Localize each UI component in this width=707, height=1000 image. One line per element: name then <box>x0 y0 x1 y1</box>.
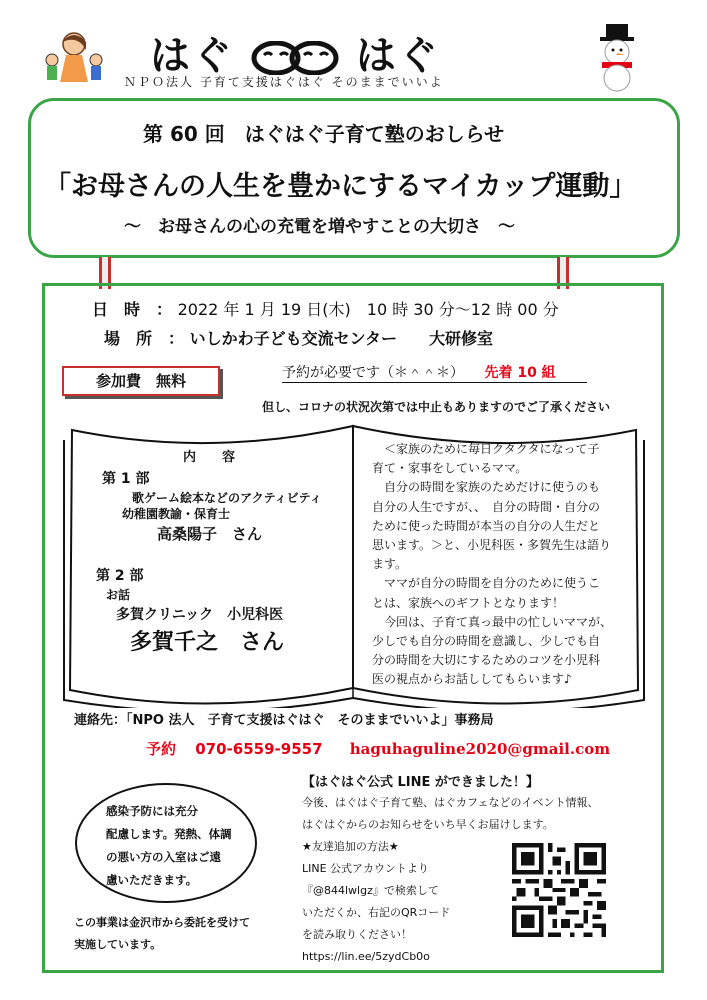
email-address[interactable]: haguhaguline2020@gmail.com <box>349 740 611 758</box>
infection-line: 感染予防には充分 <box>106 804 198 818</box>
infection-notice <box>106 800 232 892</box>
place-value: いしかわ子ども交流センター 大研修室 <box>189 329 493 348</box>
description-line: 育て・家事をしているママ。 <box>372 461 528 476</box>
part2-description: お話 <box>106 588 131 602</box>
reservation-text: 予約が必要です（＊＾＾＊） <box>282 365 464 381</box>
description-line: 自分の人生ですが、、 自分の時間・自分の <box>372 499 601 514</box>
snowman-illustration <box>592 22 642 92</box>
hug-faces-icon <box>250 41 340 75</box>
part2-role: 多賀クリニック 小児科医 <box>116 607 284 623</box>
line-info-line: 『@844lwlgz』で検索して <box>302 884 439 897</box>
description-line: ために使った時間が本当の自分の人生だと <box>372 518 601 533</box>
contact-info: 連絡先：「NPO 法人 子育て支援はぐはぐ そのままでいいよ」事務局 <box>74 713 494 728</box>
commission-note <box>74 912 250 956</box>
reservation-limit: 先着 10 組 <box>484 365 556 381</box>
description-line: 少しでも自分の時間を意識し、少しでも自 <box>372 634 601 649</box>
commission-line: この事業は金沢市から委託を受けて <box>74 916 250 929</box>
line-info-line: LINE 公式アカウントより <box>302 862 429 875</box>
fee-badge: 参加費 無料 <box>62 366 220 396</box>
datetime-label: 日 時 ： <box>92 300 173 319</box>
qr-code-icon[interactable] <box>512 843 606 937</box>
line-info-line: を読み取りください！ <box>302 928 412 941</box>
event-description <box>372 440 642 690</box>
description-line: 分の時間を大切にするためのコツを小児科 <box>372 653 601 668</box>
family-illustration <box>40 30 108 88</box>
commission-line: 実施しています。 <box>74 938 162 951</box>
description-line: とは、家族へのギフトとなります！ <box>372 595 565 610</box>
description-line: ます。 <box>372 557 408 572</box>
line-info-line: はぐはぐからのお知らせをいち早くお届けします。 <box>302 818 554 831</box>
part2-title: 第 2 部 <box>96 568 144 584</box>
logo-right-text: はぐ <box>355 33 440 79</box>
reserve-label: 予約 <box>146 740 177 758</box>
reservation-contact <box>146 738 610 759</box>
content-heading: 内 容 <box>183 450 236 465</box>
description-line: ＜家族のために毎日クタクタになって子 <box>372 442 600 456</box>
infection-line: 配慮します。発熱、体調 <box>106 827 232 841</box>
infection-line: の悪い方の入室はご遠 <box>106 850 221 864</box>
event-subtitle: ～ お母さんの心の充電を増やすことの大切さ ～ <box>124 217 515 237</box>
place-row <box>104 326 493 349</box>
datetime-row <box>92 297 559 320</box>
logo-left-text: はぐ <box>150 33 234 79</box>
line-url[interactable]: https://lin.ee/5zydCb0o <box>302 950 430 963</box>
cancellation-note: 但し、コロナの状況次第では中止もありますのでご了承ください <box>262 400 611 414</box>
organization-subtitle: ＮＰＯ法人 子育て支援はぐはぐ そのままでいいよ <box>124 75 444 89</box>
description-line: 思います。＞と、小児科医・多賀先生は語り <box>372 538 612 553</box>
line-info-line: ★友達追加の方法★ <box>302 840 399 853</box>
part2-speaker: 多賀千之 さん <box>130 630 285 655</box>
reservation-row <box>282 362 556 382</box>
announcement-title: 第 60 回 はぐはぐ子育て塾のおしらせ <box>143 122 505 146</box>
line-info-line: いただくか、右記のQRコード <box>302 906 451 919</box>
description-line: 医の視点からお話ししてもらいます♪ <box>372 672 572 687</box>
part1-title: 第 1 部 <box>102 471 150 487</box>
part1-description: 歌ゲーム絵本などのアクティビティ <box>132 491 322 505</box>
description-line: 今回は、子育て真っ最中の忙しいママが、 <box>372 614 613 629</box>
part1-speaker: 高桑陽子 さん <box>157 525 263 543</box>
underline <box>282 382 587 383</box>
infection-line: 慮いただきます。 <box>106 873 198 887</box>
line-heading: 【はぐはぐ公式 LINE ができました！】 <box>302 775 539 790</box>
description-line: ママが自分の時間を自分のために使うこ <box>372 576 601 591</box>
event-main-title: 「お母さんの人生を豊かにするマイカップ運動」 <box>44 171 637 202</box>
datetime-value: 2022 年 1 月 19 日(木) 10 時 30 分～12 時 00 分 <box>177 300 559 319</box>
phone-number[interactable]: 070-6559-9557 <box>195 740 323 758</box>
part1-role: 幼稚園教諭・保育士 <box>122 507 231 521</box>
place-label: 場 所 ： <box>104 329 185 348</box>
description-line: 自分の時間を家族のためだけに使うのも <box>372 480 601 495</box>
line-info-line: 今後、はぐはぐ子育て塾、はぐカフェなどのイベント情報、 <box>302 796 599 809</box>
